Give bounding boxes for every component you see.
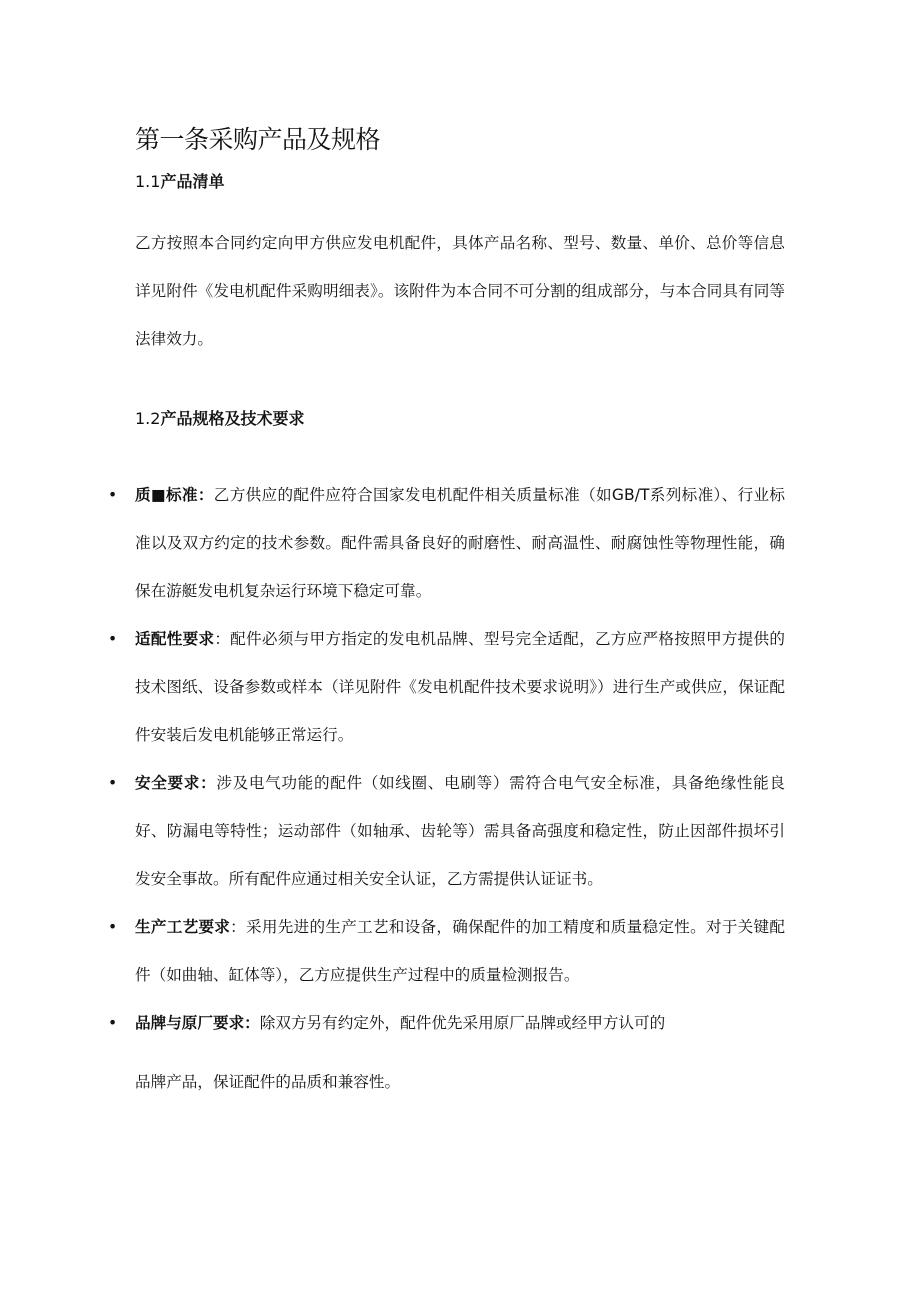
list-item-term: 质■标准：: [135, 486, 214, 504]
list-item-text: 乙方供应的配件应符合国家发电机配件相关质量标准（如GB/T系列标准）、行业标准以及双方约定的技术参数。配件需具备良好的耐磨性、耐高温性、耐腐蚀性等物理性能，确保在游艇发电机复杂运行环境下稳定可靠。: [135, 486, 786, 600]
bullet-marker: •: [108, 1014, 118, 1032]
section-heading-text: 产品规格及技术要求: [160, 409, 305, 428]
section-number: 1.2: [135, 409, 161, 428]
product-list-paragraph: 乙方按照本合同约定向甲方供应发电机配件，具体产品名称、型号、数量、单价、总价等信息详见附件《发电机配件采购明细表》。该附件为本合同不可分割的组成部分，与本合同具有同等法律效力。: [135, 234, 785, 348]
section-heading-1-1: [135, 169, 224, 192]
list-item-text: 除双方另有约定外，配件优先采用原厂品牌或经甲方认可的: [259, 1014, 666, 1032]
list-item-term: 安全要求：: [135, 774, 217, 792]
list-item-process: [108, 903, 785, 999]
list-item-term: 生产工艺要求: [135, 918, 231, 936]
bullet-marker: •: [108, 486, 118, 504]
section-heading-text: 产品清单: [160, 172, 225, 191]
requirements-list: [108, 471, 785, 1047]
list-item-quality: [108, 471, 785, 615]
list-item-safety: [108, 759, 785, 903]
list-item-brand: [108, 999, 785, 1047]
list-item-term: 适配性要求: [135, 630, 215, 648]
bullet-marker: •: [108, 918, 118, 936]
brand-requirement-continuation: 品牌产品，保证配件的品质和兼容性。: [135, 1073, 401, 1091]
list-item-term: 品牌与原厂要求：: [135, 1014, 260, 1032]
list-item-text: ：采用先进的生产工艺和设备，确保配件的加工精度和质量稳定性。对于关键配件（如曲轴、缸体等），乙方应提供生产过程中的质量检测报告。: [135, 918, 785, 984]
article-title: 第一条采购产品及规格: [135, 125, 381, 154]
list-item-text: ：配件必须与甲方指定的发电机品牌、型号完全适配，乙方应严格按照甲方提供的技术图纸、设备参数或样本（详见附件《发电机配件技术要求说明》）进行生产或供应，保证配件安装后发电机能够正常运行。: [135, 630, 785, 744]
list-item-text: 涉及电气功能的配件（如线圈、电刷等）需符合电气安全标准，具备绝缘性能良好、防漏电等特性；运动部件（如轴承、齿轮等）需具备高强度和稳定性，防止因部件损坏引发安全事故。所有配件应通过相关安全认证，乙方需提供认证证书。: [135, 774, 785, 888]
list-item-compatibility: [108, 615, 785, 759]
section-heading-1-2: [135, 406, 304, 429]
bullet-marker: •: [108, 774, 118, 792]
bullet-marker: •: [108, 630, 118, 648]
section-number: 1.1: [135, 172, 161, 191]
